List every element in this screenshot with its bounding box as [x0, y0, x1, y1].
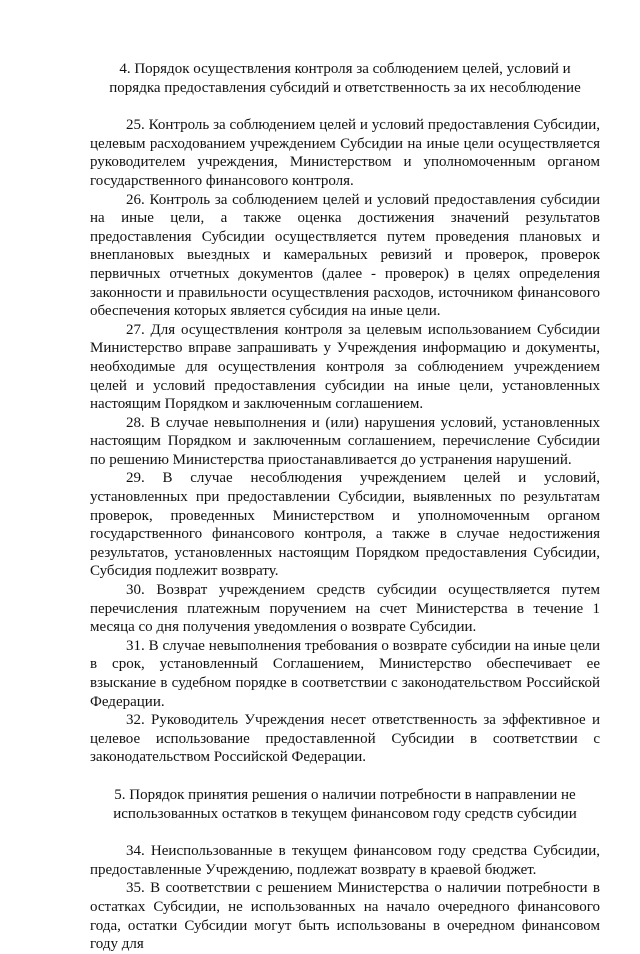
paragraph-28: 28. В случае невыполнения и (или) нарушения условий, установленных настоящим Порядком и заключенным соглашением, перечисление Субсидии по решению Министерства приостанавливается до устранения нарушений. [90, 414, 600, 468]
document-body [90, 60, 600, 954]
section-5-heading: 5. Порядок принятия решения о наличии потребности в направлении не использованных остатков в текущем финансовом году средств субсидии [113, 786, 577, 822]
paragraph-34: 34. Неиспользованные в текущем финансовом году средства Субсидии, предоставленные Учреждению, подлежат возврату в краевой бюджет. [90, 843, 600, 878]
paragraph-26: 26. Контроль за соблюдением целей и условий предоставления субсидии на иные цели, а также оценка достижения значений результатов предоставления Субсидии осуществляется путем проведения плановых и внеплановых выездных и камеральных ревизий и проверок, проверок первичных отчетных документов (далее - проверок) в целях определения законности и правильности осуществления расходов, источником финансового обеспечения которых является субсидия на иные цели. [90, 191, 600, 320]
paragraph-32: 32. Руководитель Учреждения несет ответственность за эффективное и целевое использование предоставленной Субсидии в соответствии с законодательством Российской Федерации. [90, 712, 600, 766]
paragraph-25: 25. Контроль за соблюдением целей и условий предоставления Субсидии, целевым расходованием учреждением Субсидии на иные цели осуществляется руководителем учреждения, Министерством и уполномоченным органом государственного финансового контроля. [90, 117, 600, 189]
paragraph-29: 29. В случае несоблюдения учреждением целей и условий, установленных при предоставлении Субсидии, выявленных по результатам проверок, проведенных Министерством и уполномоченным органом государственного финансового контроля, а также в случае недостижения результатов, установленных настоящим Порядком предоставления Субсидии, Субсидия подлежит возврату. [90, 470, 600, 580]
section-4-heading: 4. Порядок осуществления контроля за соблюдением целей, условий и порядка предоставления субсидий и ответственность за их несоблюдение [109, 61, 581, 96]
paragraph-30: 30. Возврат учреждением средств субсидии осуществляется путем перечисления платежным поручением на счет Министерства в течение 1 месяца со дня получения уведомления о возврате Субсидии. [90, 582, 600, 636]
paragraph-31: 31. В случае невыполнения требования о возврате субсидии на иные цели в срок, установленный Соглашением, Министерство обеспечивает ее взыскание в судебном порядке в соответствии с законодательством Российской Федерации. [90, 637, 600, 710]
paragraph-27: 27. Для осуществления контроля за целевым использованием Субсидии Министерство вправе запрашивать у Учреждения информацию и документы, необходимые для осуществления контроля за соблюдением учреждением целей и условий предоставления субсидии на иные цели, установленных настоящим Порядком и заключенным соглашением. [90, 321, 600, 413]
paragraph-35: 35. В соответствии с решением Министерства о наличии потребности в остатках Субсидии, не использованных на начало очередного финансового года, остатки Субсидии могут быть использованы в очередном финансовом году для [90, 880, 600, 953]
